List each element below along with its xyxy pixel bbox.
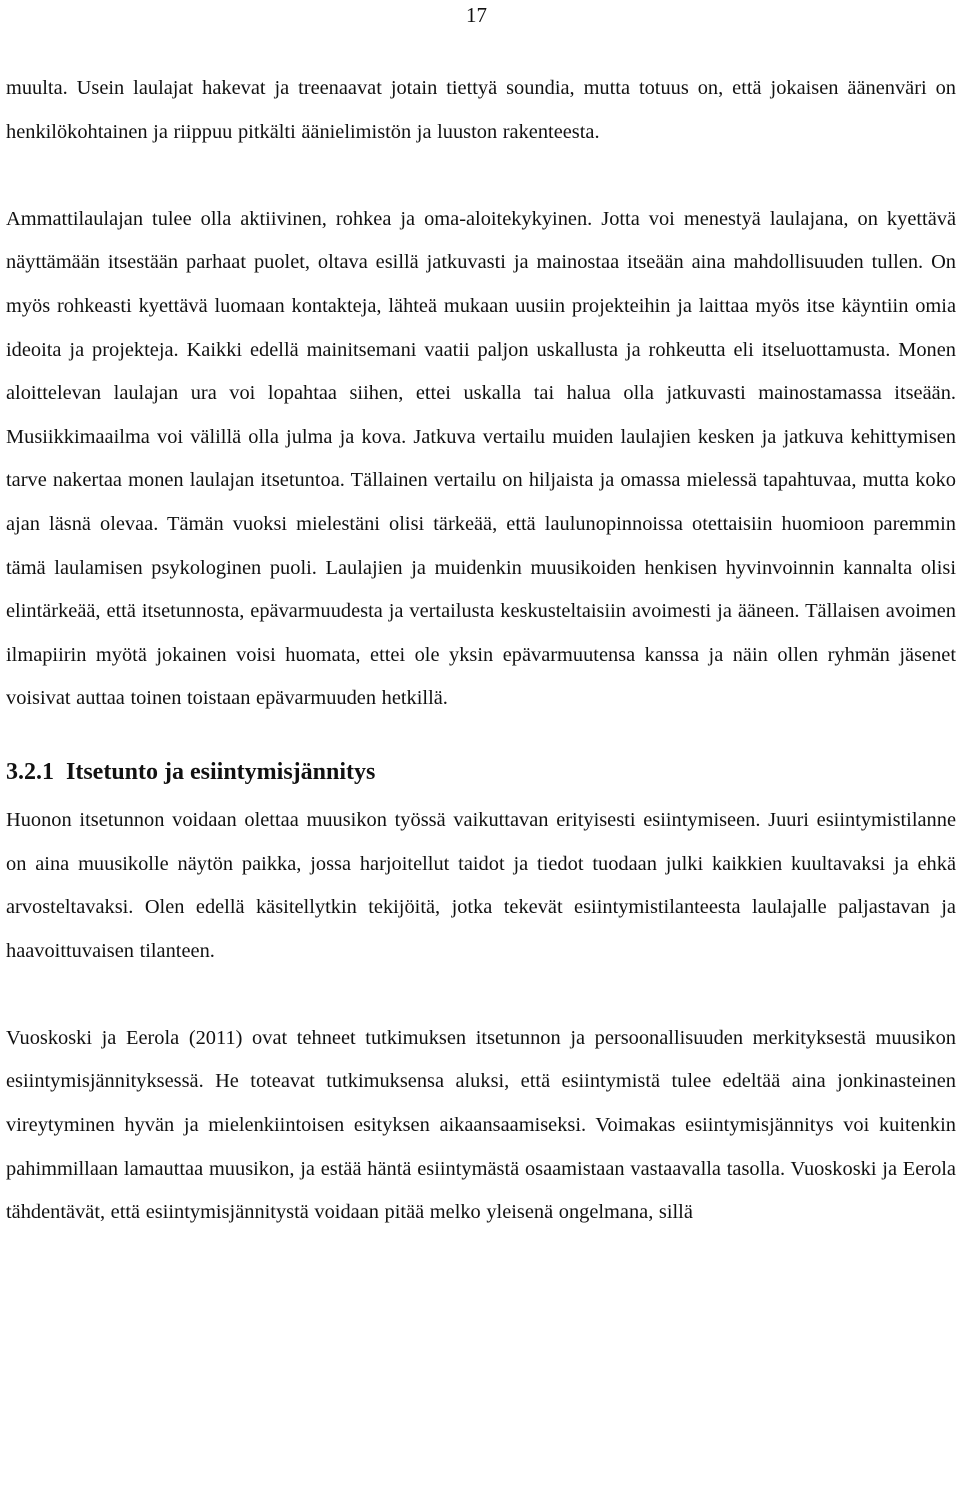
page-number: 17 xyxy=(466,3,487,27)
paragraph-professional-singer: Ammattilaulajan tulee olla aktiivinen, rohkea ja oma-aloitekykyinen. Jotta voi menestyä laulajana, on kyettävä näyttämään itsestään parhaat puolet, oltava esillä jatkuvasti ja mainostaa itseään aina mahdollisuuden tullen. On myös rohkeasti kyettävä luomaan kontakteja, lähteä mukaan uusiin projekteihin ja laittaa myös itse käyntiin omia ideoita ja projekteja. Kaikki edellä mainitsemani vaatii paljon uskallusta ja rohkeutta eli itseluottamusta. Monen aloittelevan laulajan ura voi lopahtaa siihen, ettei uskalla tai halua olla jatkuvasti mainostamassa itseään. Musiikkimaailma voi välillä olla julma ja kova. Jatkuva vertailu muiden laulajien kesken ja jatkuva kehittymisen tarve nakertaa monen laulajan itsetuntoa. Tällainen vertailu on hiljaista ja omassa mielessä tapahtuvaa, mutta koko ajan läsnä olevaa. Tämän vuoksi mielestäni olisi tärkeää, että laulunopinnoissa otettaisiin huomioon paremmin tämä laulamisen psykologinen puoli. Laulajien ja muidenkin muusikoiden henkisen hyvinvoinnin kannalta olisi elintärkeää, että itsetunnosta, epävarmuudesta ja vertailusta keskusteltaisiin avoimesti ja ääneen. Tällaisen avoimen ilmapiirin myötä jokainen voisi huomata, ettei ole yksin epävarmuutensa kanssa ja näin ollen ryhmän jäsenet voisivat auttaa toinen toistaan epävarmuuden hetkillä. xyxy=(6,207,956,710)
paragraph-continuation: muulta. Usein laulajat hakevat ja treenaavat jotain tiettyä soundia, mutta totuus on, että jokaisen äänenväri on henkilökohtainen ja riippuu pitkälti äänielimistön ja luuston rakenteesta. xyxy=(6,77,956,143)
paragraph-vuoskoski-eerola: Vuoskoski ja Eerola (2011) ovat tehneet tutkimuksen itsetunnon ja persoonallisuuden merkityksestä muusikon esiintymisjännityksessä. He toteavat tutkimuksensa aluksi, että esiintymistä tulee edeltää aina jonkinasteinen vireytyminen hyvän ja mielenkiintoisen esityksen aikaansaamiseksi. Voimakas esiintymisjännitys voi kuitenkin pahimmillaan lamauttaa muusikon, ja estää häntä esiintymästä osaamistaan vastaavalla tasolla. Vuoskoski ja Eerola tähdentävät, että esiintymisjännitystä voidaan pitää melko yleisenä ongelmana, sillä xyxy=(6,1026,956,1224)
page-body xyxy=(6,67,956,1235)
paragraph-gap xyxy=(6,154,956,198)
paragraph-gap xyxy=(6,973,956,1017)
paragraph-self-esteem: Huonon itsetunnon voidaan olettaa muusikon työssä vaikuttavan erityisesti esiintymiseen. Juuri esiintymistilanne on aina muusikolle näytön paikka, jossa harjoitellut taidot ja tiedot tuodaan julki kaikkien kuultavaksi ja ehkä arvosteltavaksi. Olen edellä käsitellytkin tekijöitä, jotka tekevät esiintymistilanteesta laulajalle paljastavan ja haavoittuvaisen tilanteen. xyxy=(6,808,956,962)
section-title: Itsetunto ja esiintymisjännitys xyxy=(66,758,376,785)
section-number: 3.2.1 xyxy=(6,758,54,785)
section-heading xyxy=(6,721,956,799)
